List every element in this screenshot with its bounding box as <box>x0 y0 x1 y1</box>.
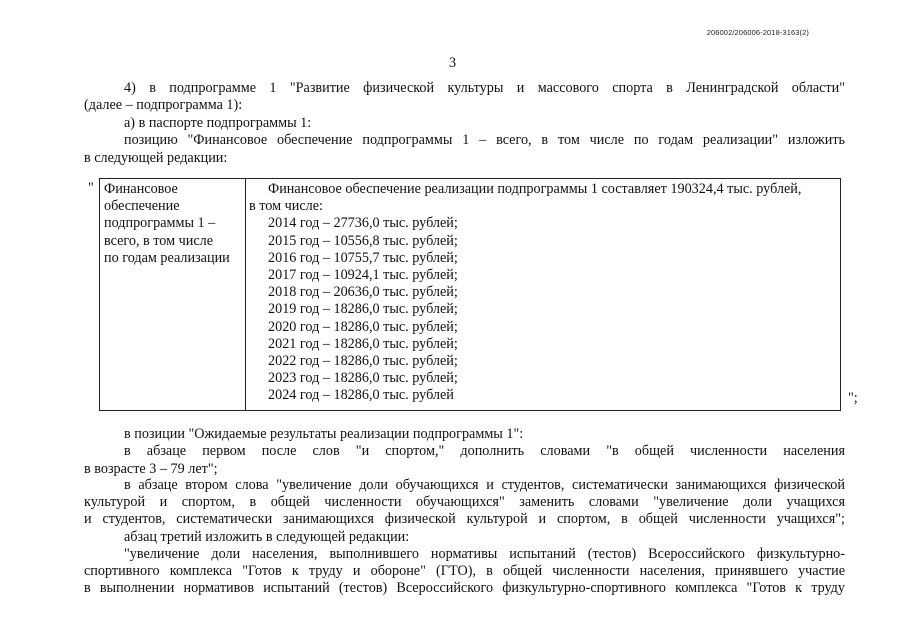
year-row: 2021 год – 18286,0 тыс. рублей; <box>268 335 458 352</box>
table-label-line: по годам реализации <box>104 249 230 266</box>
results-p1-line-1: в абзаце первом после слов "и спортом," дополнить словами "в общей численности населения <box>124 443 845 459</box>
year-row: 2019 год – 18286,0 тыс. рублей; <box>268 301 458 318</box>
year-row: 2016 год – 10755,7 тыс. рублей; <box>268 249 458 266</box>
table-label-cell <box>104 181 242 267</box>
table-label-line: обеспечение <box>104 198 180 215</box>
year-row: 2017 год – 10924,1 тыс. рублей; <box>268 267 458 284</box>
year-row: 2020 год – 18286,0 тыс. рублей; <box>268 318 458 335</box>
year-row: 2023 год – 18286,0 тыс. рублей; <box>268 370 458 387</box>
results-p2-line-3: и студентов, систематически занимающихся физической культурой и спортом, в общей численности учащихся"; <box>84 511 845 527</box>
financing-total-line: Финансовое обеспечение реализации подпрограммы 1 составляет 190324,4 тыс. рублей, <box>268 181 802 197</box>
year-row: 2015 год – 10556,8 тыс. рублей; <box>268 232 458 249</box>
table-label-line: Финансовое <box>104 181 178 197</box>
results-p2-line-2: культурой и спортом, в общей численности обучающихся" заменить словами "увеличение доли учащихся <box>84 494 845 510</box>
financing-table <box>99 178 841 411</box>
year-row: 2014 год – 27736,0 тыс. рублей; <box>268 215 458 232</box>
financing-including-line: в том числе: <box>249 198 323 215</box>
results-p4-line-3: в выполнении нормативов испытаний (тестов) Всероссийского физкультурно-спортивного комплекса "Готов к труду <box>84 580 845 596</box>
results-p2-line-1: в абзаце втором слова "увеличение доли обучающихся и студентов, систематически занимающихся физической <box>124 477 845 493</box>
table-close-quote: "; <box>848 390 858 406</box>
year-list <box>249 215 839 404</box>
table-open-quote: " <box>88 180 94 196</box>
results-p4-line-1: "увеличение доли населения, выполнившего нормативы испытаний (тестов) Всероссийского физкультурно- <box>124 546 845 562</box>
table-column-divider <box>245 179 246 410</box>
page-number: 3 <box>448 55 457 71</box>
intro-line-2: (далее – подпрограмма 1): <box>84 97 243 113</box>
year-row: 2022 год – 18286,0 тыс. рублей; <box>268 353 458 370</box>
position-line-1: позицию "Финансовое обеспечение подпрограммы 1 – всего, в том числе по годам реализации" изложить <box>124 132 845 148</box>
table-value-cell <box>249 181 839 405</box>
intro-line-1: 4) в подпрограмме 1 "Развитие физической культуры и массового спорта в Ленинградской области" <box>124 80 845 96</box>
results-p3: абзац третий изложить в следующей редакции: <box>124 529 410 545</box>
table-label-line: всего, в том числе <box>104 232 214 249</box>
results-heading: в позиции "Ожидаемые результаты реализации подпрограммы 1": <box>124 426 524 442</box>
document-registration-number: 206002/206006-2018-3163(2) <box>706 28 809 37</box>
year-row: 2018 год – 20636,0 тыс. рублей; <box>268 284 458 301</box>
item-a: а) в паспорте подпрограммы 1: <box>124 115 312 131</box>
table-label-line: подпрограммы 1 – <box>104 215 216 232</box>
position-line-2: в следующей редакции: <box>84 150 228 166</box>
results-p1-line-2: в возрасте 3 – 79 лет"; <box>84 461 218 477</box>
results-p4-line-2: спортивного комплекса "Готов к труду и обороне" (ГТО), в общей численности населения, принявшего участие <box>84 563 845 579</box>
year-row: 2024 год – 18286,0 тыс. рублей <box>268 387 454 404</box>
